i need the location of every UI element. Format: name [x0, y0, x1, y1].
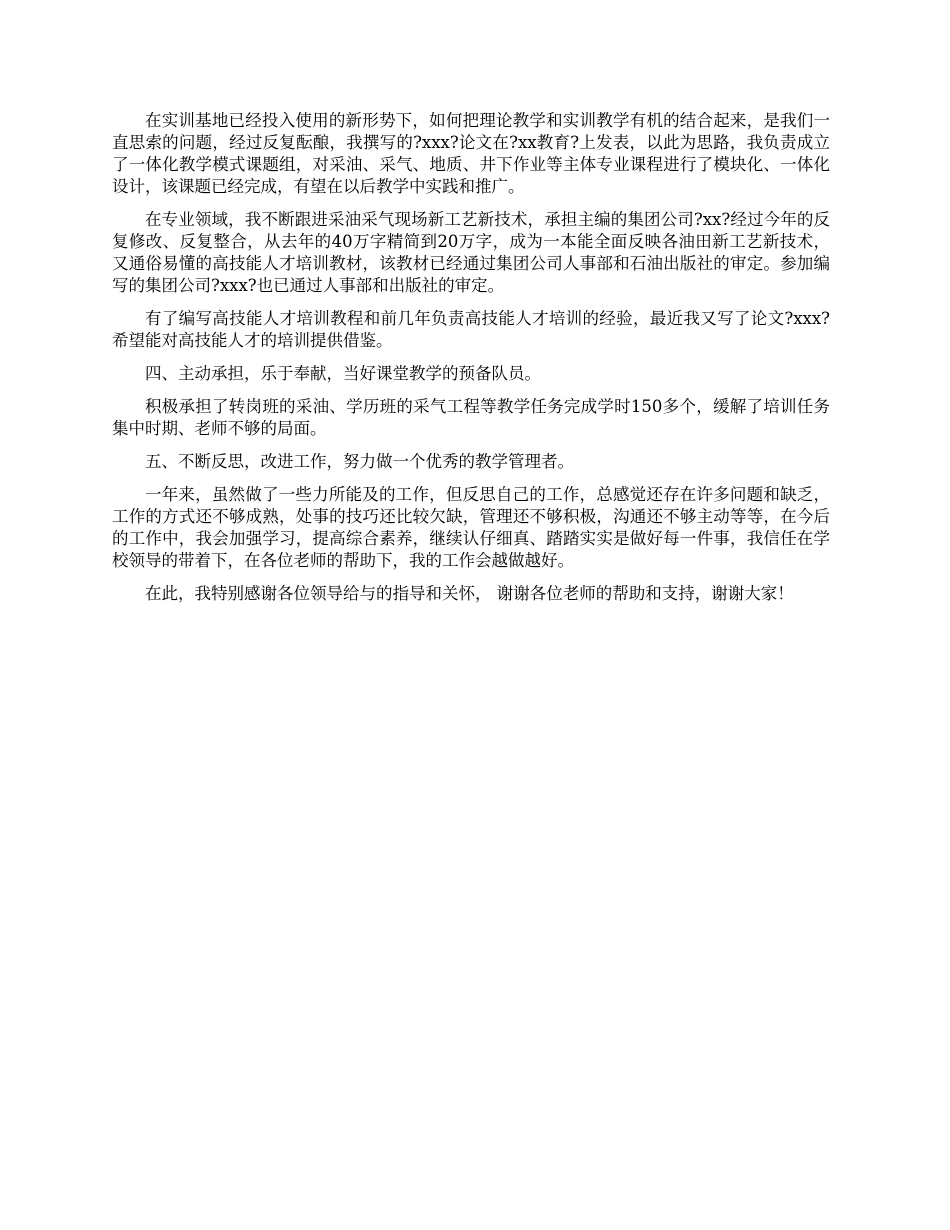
section-heading-4: 四、主动承担，乐于奉献，当好课堂教学的预备队员。: [145, 364, 541, 383]
paragraph-professional-field: 在专业领域，我不断跟进采油采气现场新工艺新技术，承担主编的集团公司?xx?经过今年的反复修改、反复整合，从去年的40万字精简到20万字，成为一本能全面反映各油田新工艺新技术，又通俗易懂的高技能人才培训教材，该教材已经通过集团公司人事部和石油出版社的审定。参加编写的集团公司?xxx?也已通过人事部和出版社的审定。: [112, 210, 830, 295]
paragraph-reflection: 一年来，虽然做了一些力所能及的工作，但反思自己的工作，总感觉还存在许多问题和缺乏，工作的方式还不够成熟，处事的技巧还比较欠缺，管理还不够积极，沟通还不够主动等等，在今后的工作中，我会加强学习，提高综合素养，继续认仔细真、踏踏实实是做好每一件事，我信任在学校领导的带着下，在各位老师的帮助下，我的工作会越做越好。: [112, 485, 830, 570]
paragraph-training-base: 在实训基地已经投入使用的新形势下，如何把理论教学和实训教学有机的结合起来，是我们一直思索的问题，经过反复酝酿，我撰写的?xxx?论文在?xx教育?上发表，以此为思路，我负责成立了一体化教学模式课题组，对采油、采气、地质、井下作业等主体专业课程进行了模块化、一体化设计，该课题已经完成，有望在以后教学中实践和推广。: [112, 111, 830, 196]
document-body: [112, 110, 830, 616]
section-heading-5: 五、不断反思，改进工作，努力做一个优秀的教学管理者。: [145, 452, 574, 471]
paragraph-paper-writing: 有了编写高技能人才培训教程和前几年负责高技能人才培训的经验，最近我又写了论文?xxx?希望能对高技能人才的培训提供借鉴。: [112, 309, 830, 350]
paragraph-thanks: 在此，我特别感谢各位领导给与的指导和关怀， 谢谢各位老师的帮助和支持，谢谢大家！: [145, 584, 794, 603]
paragraph-teaching-tasks: 积极承担了转岗班的采油、学历班的采气工程等教学任务完成学时150多个，缓解了培训任务集中时期、老师不够的局面。: [112, 397, 830, 438]
